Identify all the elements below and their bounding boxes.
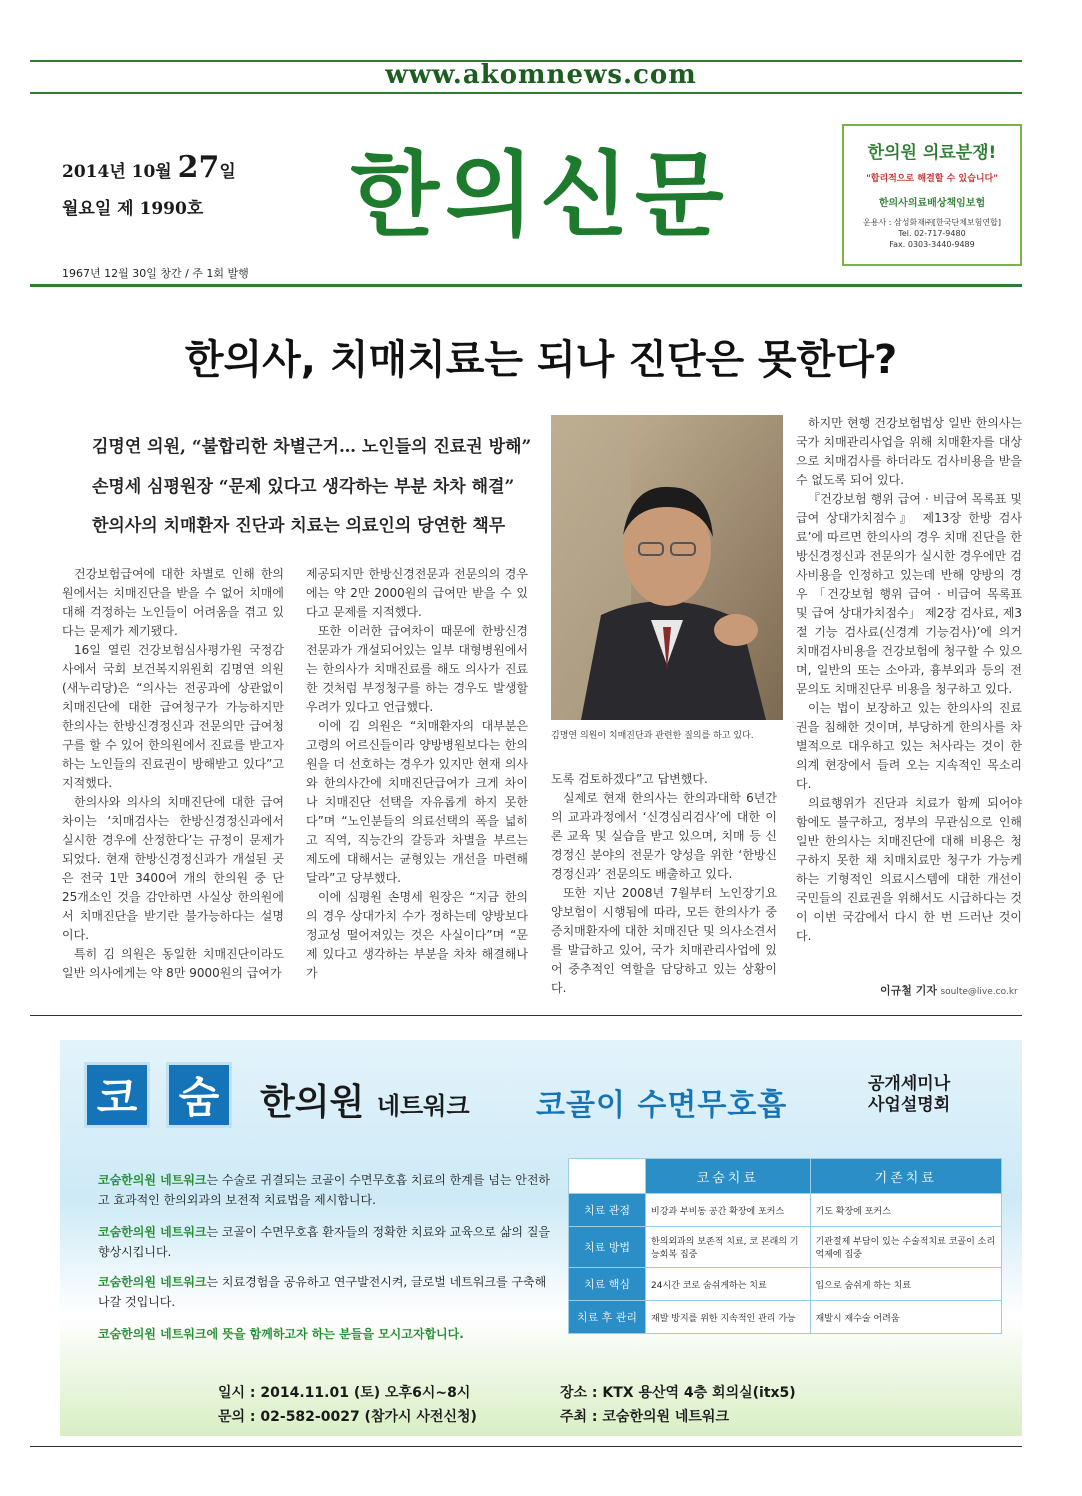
table-row (569, 1194, 1002, 1227)
weekday-issue: 월요일 제 1990호 (62, 199, 204, 219)
cell-existing: 기관절제 부담이 있는 수술적치료 코골이 소리 억제에 집중 (810, 1227, 1001, 1268)
ad-paragraph-1 (98, 1170, 558, 1210)
article-column-4 (796, 414, 1022, 946)
cell-existing: 재발시 재수술 어려움 (810, 1301, 1001, 1334)
byline-email[interactable]: soulte@live.co.kr (940, 987, 1018, 997)
insurance-ad-product: 한의사의료배상책임보험 (878, 198, 986, 209)
event-place: 장소 : KTX 용산역 4층 회의실(itx5) (560, 1385, 796, 1401)
ad-side-line-1: 공개세미나 (868, 1074, 951, 1094)
paragraph: 건강보험급여에 대한 차별로 인해 한의원에서는 치매진단을 받을 수 없어 치매에 대해 걱정하는 노인들이 어려움을 겪고 있다는 문제가 제기됐다. (62, 567, 284, 638)
table-header-row (569, 1159, 1002, 1194)
article-column-2 (306, 565, 528, 983)
ad-paragraph-2 (98, 1222, 558, 1262)
ad-side-line-2: 사업설명회 (868, 1095, 951, 1115)
site-url[interactable]: www.akomnews.com (385, 60, 697, 90)
paragraph: 실제로 현재 한의사는 한의과대학 6년간의 교과과정에서 ‘신경심리검사’에 대한 이론 교육 및 실습을 받고 있으며, 치매 등 신경정신 분야의 전문가 양성을 위한 ‘한방신경정신과’ 전문의도 배출하고 있다. (551, 791, 777, 881)
paragraph: 이에 김 의원은 “치매환자의 대부분은 고령의 어르신들이라 양방병원보다는 한의원을 더 선호하는 경우가 있지만 현재 의사와 한의사간에 치매진단급여가 크게 차이나 치매진단 선택을 자유롭게 하지 못한다”며 “노인분들의 의료선택의 폭을 넓히고 직역, 직능간의 갈등과 차별을 부르는 제도에 대해서는 균형있는 개선을 마련해달라”고 당부했다. (306, 719, 528, 885)
date-suffix: 일 (219, 162, 236, 182)
event-host: 주최 : 코숨한의원 네트워크 (560, 1409, 729, 1425)
portrait-image (551, 415, 783, 720)
cell-kosum: 재발 방지를 위한 지속적인 관리 가능 (646, 1301, 811, 1334)
ad-title (260, 1074, 470, 1125)
insurance-ad-tagline: "합리적으로 해결할 수 있습니다" (866, 174, 998, 184)
row-label: 치료 방법 (569, 1227, 646, 1268)
paragraph: 제공되지만 한방신경전문과 전문의의 경우에는 약 2만 2000원의 급여만 받을 수 있다고 문제를 지적했다. (306, 567, 528, 619)
insurance-ad-tel: Tel. 02-717-9480 (898, 229, 966, 238)
comparison-table (568, 1158, 1002, 1334)
ad-brand: 코숨한의원 네트워크 (98, 1173, 207, 1187)
table-row (569, 1227, 1002, 1268)
insurance-ad-operator: 운용사 : 삼성화재㈜[한국단체보험연합] (863, 218, 1001, 227)
ad-title-main: 한의원 (260, 1082, 365, 1123)
table-row (569, 1268, 1002, 1301)
ad-brand: 코숨한의원 네트워크 (98, 1275, 207, 1289)
date-day: 27 (177, 150, 220, 185)
cell-existing: 입으로 숨쉬게 하는 치료 (810, 1268, 1001, 1301)
paragraph: 의료행위가 진단과 치료가 함께 되어야 함에도 불구하고, 정부의 무관심으로 인해 일반 한의사는 치매진단에 대해 비용은 청구하지 못한 채 치매치료만 청구가 가능케 하는 기형적인 의료시스템에 대한 개선이 국민들의 진료권을 위해서도 시급하다는 것이 이번 국감에서 다시 한 번 드러난 것이다. (796, 796, 1022, 943)
ad-paragraph-text: 는 코골이 수면무호흡 환자들의 정확한 치료와 교육으로 삶의 질을 향상시킵니다. (98, 1225, 551, 1259)
top-rule-2 (30, 92, 1022, 94)
issue-date (62, 150, 236, 185)
article-column-1 (62, 565, 284, 983)
event-contact: 문의 : 02-582-0027 (참가시 사전신청) (218, 1409, 477, 1425)
masthead-title: 한의신문 (350, 141, 730, 249)
event-date: 일시 : 2014.11.01 (토) 오후6시~8시 (218, 1385, 471, 1401)
cell-kosum: 한의외과의 보존적 치료, 코 본래의 기능회복 집중 (646, 1227, 811, 1268)
ad-logo-box-2: 숨 (166, 1062, 232, 1128)
paragraph: 특히 김 의원은 동일한 치매진단이라도 일반 의사에게는 약 8만 9000원의 급여가 (62, 947, 284, 980)
ad-subtitle: 코골이 수면무호흡 (536, 1088, 788, 1123)
insurance-ad-fax: Fax. 0303-3440-9489 (889, 240, 975, 249)
paragraph: 이에 심평원 손명세 원장은 “지금 한의의 경우 상대가치 수가 정하는데 양방보다 정교성 떨어져있는 것은 사실이다”며 “문제 있다고 생각하는 부분을 차차 해결해나가 (306, 890, 528, 980)
bottom-divider (30, 1446, 1022, 1447)
row-label: 치료 후 관리 (569, 1301, 646, 1334)
article-column-3 (551, 770, 777, 998)
article-headline: 한의사, 치매치료는 되나 진단은 못한다? (184, 337, 898, 383)
paragraph: 또한 지난 2008년 7월부터 노인장기요양보험이 시행됨에 따라, 모든 한의사가 중증치매환자에 대한 치매진단 및 의사소견서를 발급하고 있어, 국가 치매관리사업에 있어 중추적인 역할을 담당하고 있는 상황이다. (551, 886, 777, 995)
row-label: 치료 관점 (569, 1194, 646, 1227)
paragraph: 또한 이러한 급여차이 때문에 한방신경전문과가 개설되어있는 일부 대형병원에서는 한의사가 치매진료를 해도 의사가 진료한 것처럼 부정청구를 하는 경우도 발생할 우려가 있다고 언급했다. (306, 624, 528, 714)
article-photo (551, 415, 783, 720)
table-row (569, 1301, 1002, 1334)
ad-paragraph-text: 는 치료경험을 공유하고 연구발전시켜, 글로벌 네트워크를 구축해 나갈 것입니다. (98, 1275, 547, 1309)
insurance-ad-box[interactable] (842, 124, 1022, 266)
paragraph: 도록 검토하겠다”고 답변했다. (551, 772, 708, 786)
ad-paragraph-4 (98, 1324, 558, 1344)
article-subhead-3: 한의사의 치매환자 진단과 치료는 의료인의 당연한 책무 (92, 516, 506, 536)
paragraph: 『건강보험 행위 급여 · 비급여 목록표 및 급여 상대가치점수』 제13장 한방 검사료’에 따르면 한의사의 경우 치매 진단을 한방신경정신과 전문의가 실시한 경우에만 검사비용을 인정하고 있는데 반해 양방의 경우 「건강보험 행위 급여 · 비급여 목록표 및 급여 상대가치점수」 제2장 검사료, 제3절 기능 검사료(신경계 기능검사)’에 의거 치매검사비용을 건강보험에 청구할 수 있으며, 일반의 또는 소아과, 흉부외과 등의 전문의도 치매진단루 비용을 청구하고 있다. (796, 492, 1022, 696)
paragraph: 이는 법이 보장하고 있는 한의사의 진료권을 침해한 것이며, 부당하게 한의사를 차별적으로 대우하고 있는 처사라는 것이 한의계 현장에서 들려 오는 지속적인 목소리다. (796, 701, 1022, 791)
table-header-existing: 기존치료 (810, 1159, 1001, 1194)
photo-caption: 김명연 의원이 치매진단과 관련한 질의를 하고 있다. (551, 731, 754, 741)
ad-paragraph-text: 는 수술로 귀결되는 코골이 수면무호흡 치료의 한계를 넘는 안전하고 효과적인 한의외과의 보전적 치료법을 제시합니다. (98, 1173, 551, 1207)
cell-kosum: 비강과 부비동 공간 확장에 포커스 (646, 1194, 811, 1227)
row-label: 치료 핵심 (569, 1268, 646, 1301)
section-divider (30, 1015, 1022, 1016)
masthead-rule (30, 284, 1022, 287)
paragraph: 16일 열린 건강보험심사평가원 국정감사에서 국회 보건복지위원회 김명연 의원(새누리당)은 “의사는 전공과에 상관없이 치매진단에 대한 급여청구가 가능하지만 한의사는 한방신경정신과 전문의만 급여청구를 할 수 있어 한의원에서 진료를 받고자하는 노인들의 진료권이 방해받고 있다”고 지적했다. (62, 643, 284, 790)
table-corner (569, 1159, 646, 1194)
cell-kosum: 24시간 코로 숨쉬게하는 치료 (646, 1268, 811, 1301)
cell-existing: 기도 확장에 포커스 (810, 1194, 1001, 1227)
article-subhead-1: 김명연 의원, “불합리한 차별근거… 노인들의 진료권 방해” (92, 437, 532, 457)
kosum-ad[interactable] (60, 1040, 1022, 1436)
paragraph: 하지만 현행 건강보험법상 일반 한의사는 국가 치매관리사업을 위해 치매환자를 대상으로 치매검사를 하더라도 검사비용을 받을 수 없도록 되어 있다. (796, 416, 1022, 487)
byline (880, 982, 1018, 998)
ad-brand: 코숨한의원 네트워크 (98, 1225, 207, 1239)
ad-title-small: 네트워크 (376, 1092, 470, 1120)
date-prefix: 2014년 10월 (62, 162, 172, 182)
paragraph: 한의사와 의사의 치매진단에 대한 급여 차이는 ‘치매검사는 한방신경정신과에서 실시한 경우에 산정한다’는 규정이 문제가 되었다. 현재 한방신경정신과가 개설된 곳은 전국 1만 3400여 개의 한의원 중 단 25개소인 것을 감안하면 사실상 한의원에서 치매진단을 받기란 불가능하다는 설명이다. (62, 795, 284, 942)
ad-logo-box-1: 코 (84, 1062, 150, 1128)
ad-brand: 코숨한의원 네트워크에 뜻을 함께하고자 하는 분들을 모시고자합니다. (98, 1327, 464, 1341)
insurance-ad-title: 한의원 의료분쟁! (867, 143, 997, 163)
ad-paragraph-3 (98, 1272, 558, 1312)
table-header-kosum: 코숨치료 (646, 1159, 811, 1194)
byline-name: 이규철 기자 (880, 984, 937, 997)
ad-side-text (868, 1074, 950, 1116)
article-subhead-2: 손명세 심평원장 “문제 있다고 생각하는 부분 차차 해결” (92, 477, 515, 497)
founded-line: 1967년 12월 30일 창간 / 주 1회 발행 (62, 267, 249, 280)
